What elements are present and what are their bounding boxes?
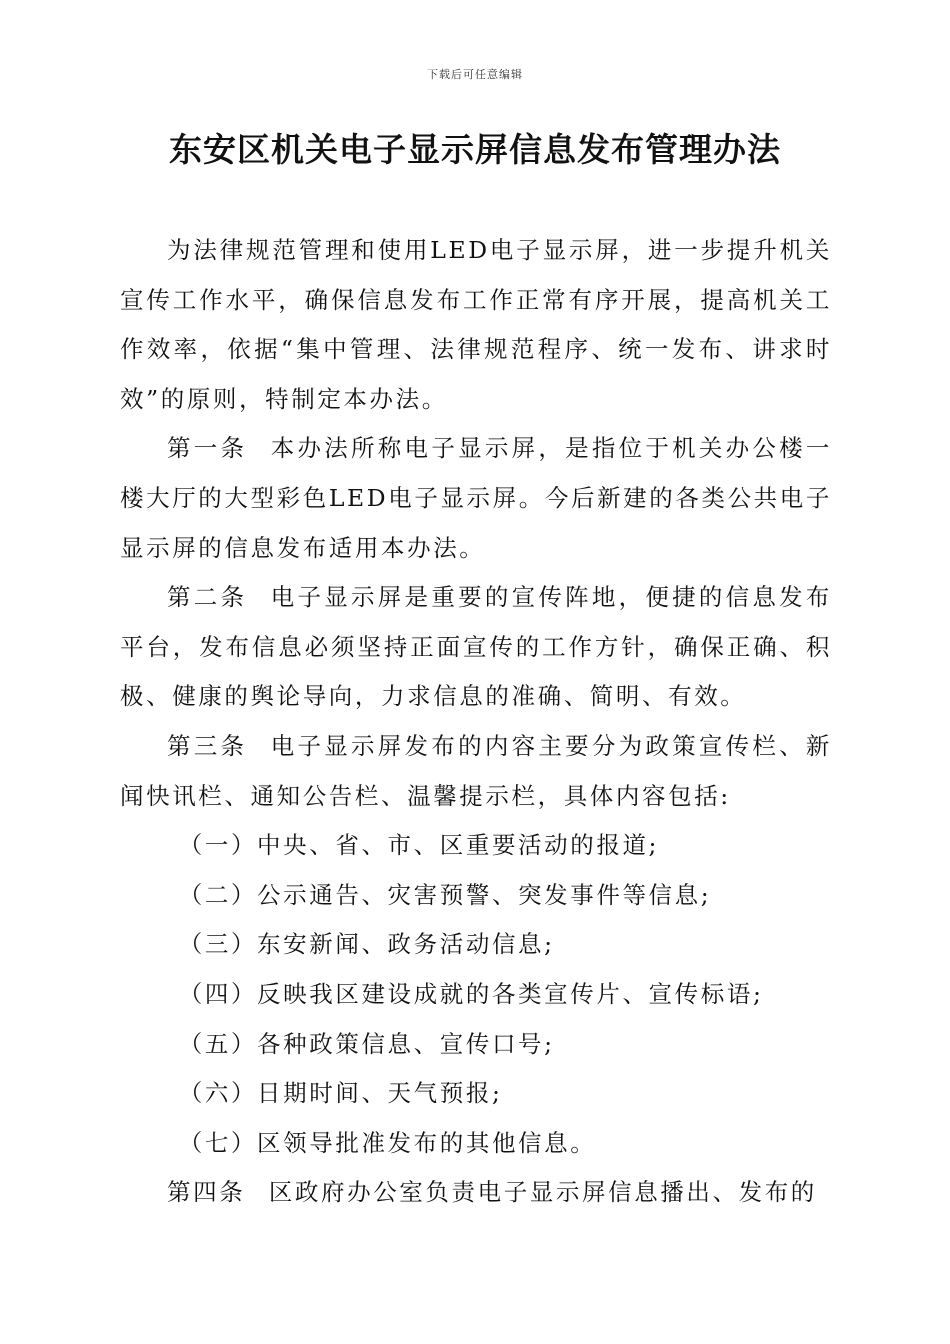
article-text: 电子显示屏是重要的宣传阵地，便捷的信息发布平台，发布信息必须坚持正面宣传的工作方针，确保正确、积极、健康的舆论导向，力求信息的准确、简明、有效。 <box>120 583 832 711</box>
document-title: 东安区机关电子显示屏信息发布管理办法 <box>169 130 781 169</box>
article-1 <box>120 424 832 573</box>
article-number: 第四条 <box>167 1178 246 1207</box>
list-item: （二）公示通告、灾害预警、突发事件等信息; <box>178 880 712 909</box>
article-text: 本办法所称电子显示屏，是指位于机关办公楼一楼大厅的大型彩色LED电子显示屏。今后新建的各类公共电子显示屏的信息发布适用本办法。 <box>120 434 832 562</box>
list-item: （七）区领导批准发布的其他信息。 <box>178 1128 597 1157</box>
list-item: （四）反映我区建设成就的各类宣传片、宣传标语; <box>178 979 764 1008</box>
article-text: 区政府办公室负责电子显示屏信息播出、发布的 <box>268 1178 817 1207</box>
article-4 <box>120 1168 832 1218</box>
document-body <box>120 226 832 1218</box>
list-item: （一）中央、省、市、区重要活动的报道; <box>178 831 660 860</box>
article-2 <box>120 573 832 722</box>
preamble-paragraph: 为法律规范管理和使用LED电子显示屏，进一步提升机关宣传工作水平，确保信息发布工作正常有序开展，提高机关工作效率，依据“集中管理、法律规范程序、统一发布、讲求时效”的原则，特制定本办法。 <box>120 236 832 413</box>
article-number: 第二条 <box>167 583 248 612</box>
list-item: （五）各种政策信息、宣传口号; <box>178 1029 555 1058</box>
header-note: 下载后可任意编辑 <box>427 68 523 81</box>
list-item: （三）东安新闻、政务活动信息; <box>178 930 555 959</box>
article-number: 第一条 <box>167 434 248 463</box>
list-item: （六）日期时间、天气预报; <box>178 1079 503 1108</box>
article-3 <box>120 722 832 821</box>
article-text: 电子显示屏发布的内容主要分为政策宣传栏、新闻快讯栏、通知公告栏、温馨提示栏，具体内容包括: <box>120 731 832 810</box>
article-number: 第三条 <box>167 731 248 760</box>
